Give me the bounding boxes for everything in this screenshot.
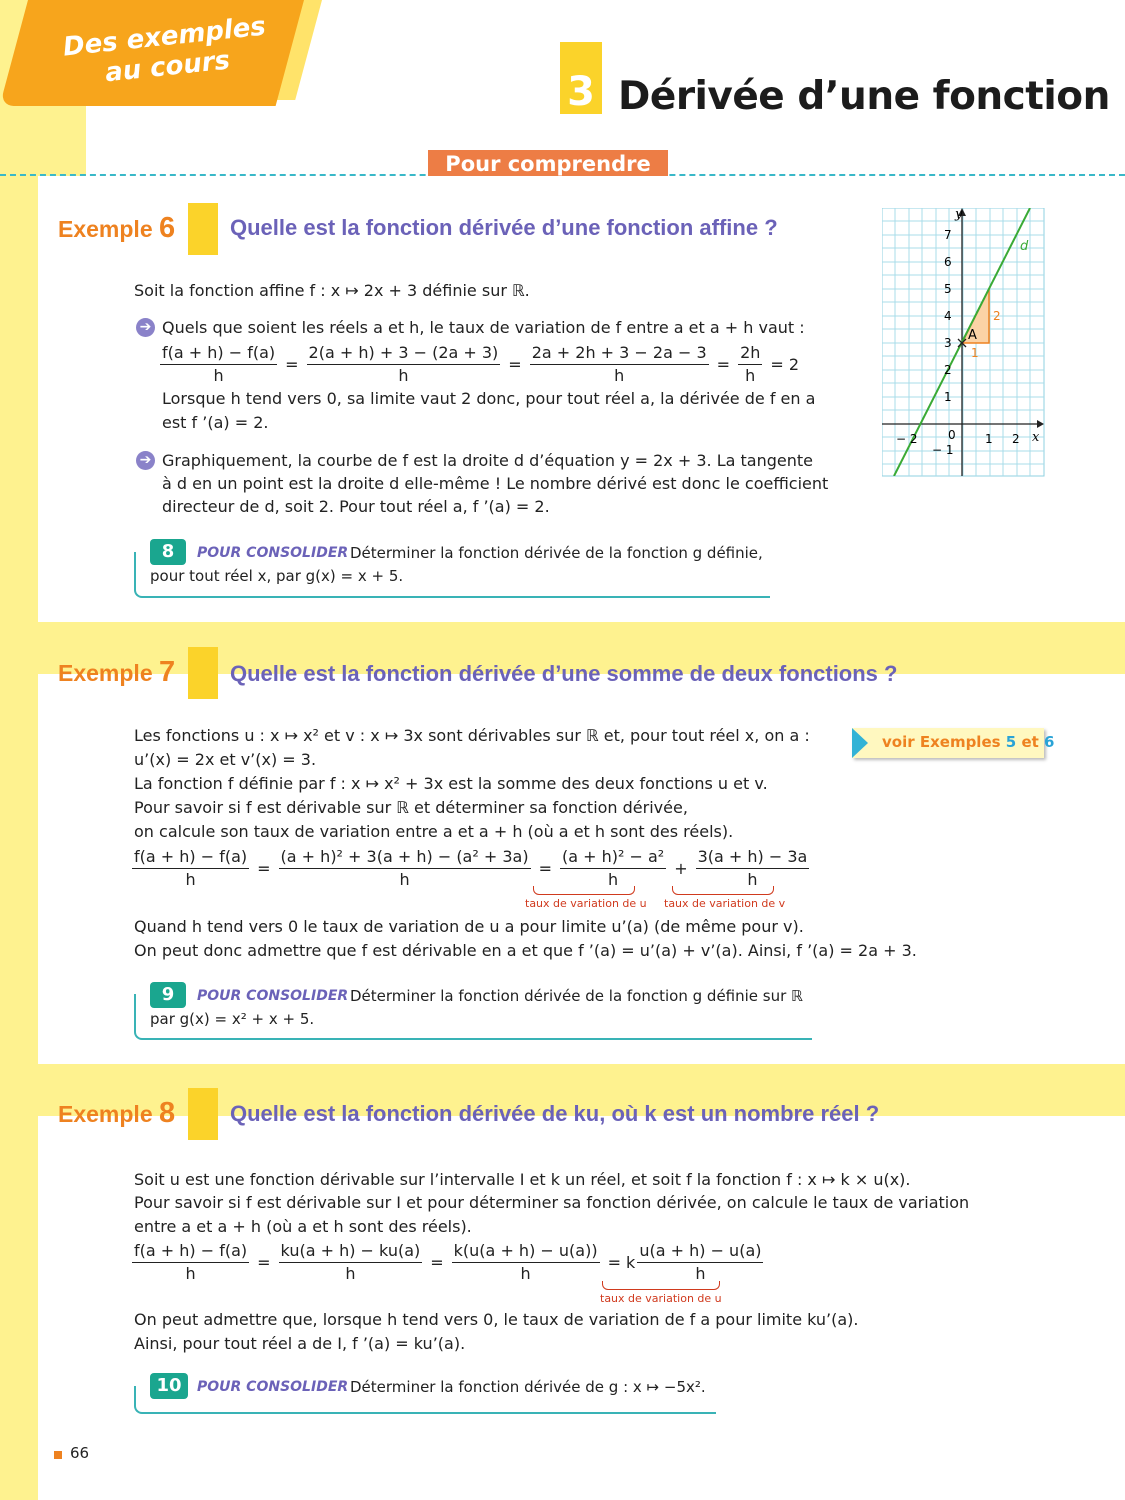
origin-label: 0 [948, 428, 956, 442]
underbrace-u [533, 886, 635, 895]
underbrace-u [602, 1281, 720, 1290]
exercise-number[interactable]: 8 [150, 539, 186, 565]
consolider-label: POUR CONSOLIDER [197, 545, 349, 561]
brace-label-v: taux de variation de v [664, 897, 786, 910]
example-7-title: Quelle est la fonction dérivée d’une somme de deux fonctions ? [230, 661, 898, 686]
consolider-label: POUR CONSOLIDER [197, 1379, 349, 1395]
text-line: Pour savoir si f est dérivable sur ℝ et déterminer sa fonction dérivée, [134, 798, 688, 817]
text-line: La fonction f définie par f : x ↦ x² + 3x est la somme des deux fonctions u et v. [134, 774, 768, 793]
text-line: On peut admettre que, lorsque h tend vers 0, le taux de variation de f a pour limite ku’(a). [134, 1310, 859, 1329]
svg-text:5: 5 [944, 282, 952, 296]
svg-text:3: 3 [944, 336, 952, 350]
text-line: Pour savoir si f est dérivable sur I et pour déterminer sa fonction dérivée, on calcule le taux de variation [134, 1193, 970, 1212]
example-8-title: Quelle est la fonction dérivée de ku, où k est un nombre réel ? [230, 1101, 880, 1126]
formula-ex8: $\frac{f(a + h) - f(a)}{h}$ = $\frac{ku(a + h) - ku(a)}{h}$ = $\frac{k(u(a + h) - u(a))}{h}$ = k $\frac{u(a + h) - u(a)}{h}$ [134, 1241, 762, 1283]
title-marker [188, 1088, 218, 1140]
text-line: on calcule son taux de variation entre a et a + h (où a et h sont des réels). [134, 822, 734, 841]
text-line: Soit la fonction affine f : x ↦ 2x + 3 définie sur ℝ. [134, 281, 530, 300]
example-8-label: Exemple 8 [58, 1097, 176, 1129]
svg-text:6: 6 [944, 255, 952, 269]
consolider-label: POUR CONSOLIDER [197, 988, 349, 1004]
title-marker [188, 647, 218, 699]
x-axis-label: x [1032, 430, 1040, 445]
header-tab-label: Des exemples au cours [61, 11, 268, 89]
affine-function-graph [882, 208, 1046, 478]
pour-comprendre-label: Pour comprendre [428, 150, 668, 176]
exercise-number[interactable]: 10 [150, 1373, 188, 1399]
svg-text:− 1: − 1 [932, 443, 954, 457]
text-line: Ainsi, pour tout réel a de I, f ’(a) = ku’(a). [134, 1334, 466, 1353]
exercise-number[interactable]: 9 [150, 982, 186, 1008]
text-line: Les fonctions u : x ↦ x² et v : x ↦ 3x sont dérivables sur ℝ et, pour tout réel x, on a : [134, 726, 810, 745]
svg-text:2: 2 [944, 363, 952, 377]
rise-label: 2 [993, 309, 1001, 323]
svg-text:4: 4 [944, 309, 952, 323]
text-line: u’(x) = 2x et v’(x) = 3. [134, 750, 317, 769]
run-label: 1 [971, 346, 979, 360]
arrow-right-icon: ➔ [136, 318, 155, 337]
text-line: entre a et a + h (où a et h sont des réels). [134, 1217, 472, 1236]
arrow-right-icon: ➔ [136, 451, 155, 470]
svg-text:7: 7 [944, 228, 952, 242]
example-6-title: Quelle est la fonction dérivée d’une fonction affine ? [230, 215, 778, 240]
consolider-text: Déterminer la fonction dérivée de la fonction g définie, [350, 544, 763, 562]
text-line: à d en un point est la droite d elle-même ! Le nombre dérivé est donc le coefficient [162, 474, 829, 493]
consolider-text: pour tout réel x, par g(x) = x + 5. [150, 567, 404, 585]
consolider-text: Déterminer la fonction dérivée de la fonction g définie sur ℝ [350, 987, 803, 1005]
text-line: directeur de d, soit 2. Pour tout réel a, f ’(a) = 2. [162, 497, 550, 516]
text-line: Graphiquement, la courbe de f est la droite d d’équation y = 2x + 3. La tangente [162, 451, 813, 470]
example-6-label: Exemple 6 [58, 212, 176, 244]
brace-label-u: taux de variation de u [525, 897, 647, 910]
consolider-text: par g(x) = x² + x + 5. [150, 1010, 315, 1028]
example-7-label: Exemple 7 [58, 656, 176, 688]
svg-text:1: 1 [985, 432, 993, 446]
formula-ex7: $\frac{f(a + h) - f(a)}{h}$ = $\frac{\text{(a + h)² + 3(a + h) − (a² + 3a)}}{h}$ = $\frac{\text{(a + h)² − a²}}{h}$ + $\frac{3(a + h) - 3a}{h}$ [134, 847, 808, 889]
play-arrow-icon [852, 728, 868, 758]
text-line: Quand h tend vers 0 le taux de variation de u a pour limite u’(a) (de même pour v). [134, 917, 804, 936]
voir-exemples-text[interactable]: voir Exemples 5 et 6 [882, 733, 1055, 751]
page-marker [54, 1451, 62, 1459]
text-line: On peut donc admettre que f est dérivable en a et que f ’(a) = u’(a) + v’(a). Ainsi, f ’(a) = 2a + 3. [134, 941, 917, 960]
text-line: Soit u est une fonction dérivable sur l’intervalle I et k un réel, et soit f la fonction f : x ↦ k × u(x). [134, 1170, 911, 1189]
consolider-text: Déterminer la fonction dérivée de g : x ↦ −5x². [350, 1378, 706, 1396]
section-title: Dérivée d’une fonction [618, 74, 1110, 119]
formula-ex6: $\frac{f(a + h) - f(a)}{h}$ = $\frac{2(a + h) + 3 - (2a + 3)}{h}$ = $\frac{2a + 2h + 3 - 2a - 3}{h}$ = $\frac{2h}{h}$ = 2 [162, 343, 800, 385]
underbrace-v [672, 886, 774, 895]
text-line: Lorsque h tend vers 0, sa limite vaut 2 donc, pour tout réel a, la dérivée de f en a [162, 389, 816, 408]
line-d-label: d [1020, 239, 1029, 254]
page-number: 66 [70, 1444, 90, 1462]
y-axis-label: y [955, 208, 963, 222]
text-line: Quels que soient les réels a et h, le taux de variation de f entre a et a + h vaut : [162, 318, 805, 337]
section-number: 3 [560, 42, 602, 114]
svg-text:2: 2 [1012, 432, 1020, 446]
point-a-label: A [968, 328, 977, 343]
svg-text:1: 1 [944, 390, 952, 404]
svg-text:− 2: − 2 [896, 432, 918, 446]
brace-label-u: taux de variation de u [600, 1292, 722, 1305]
title-marker [188, 203, 218, 255]
text-line: est f ’(a) = 2. [162, 413, 269, 432]
